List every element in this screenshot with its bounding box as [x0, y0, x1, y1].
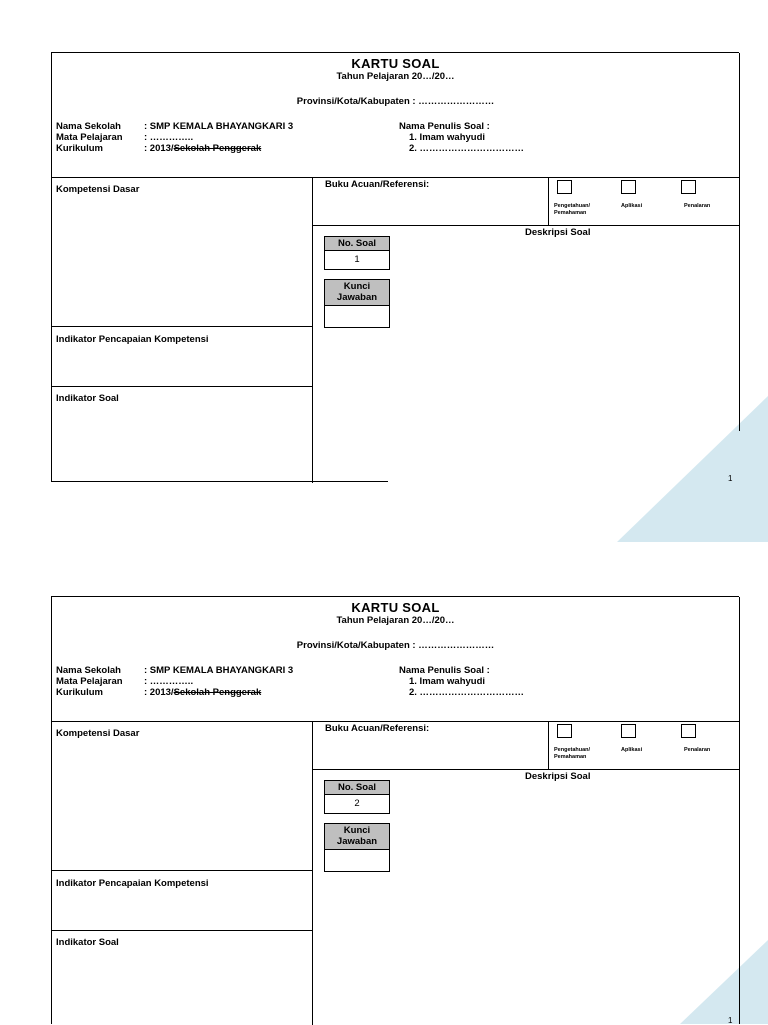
kd-label: Kompetensi Dasar: [56, 184, 140, 195]
province-line: Provinsi/Kota/Kabupaten : ……………………: [296, 96, 495, 107]
no-soal-value: 2: [354, 798, 360, 809]
divider: [52, 326, 312, 327]
curriculum-label: Kurikulum: [56, 687, 103, 698]
academic-year: Tahun Pelajaran 20…/20…: [336, 71, 455, 82]
divider: [312, 769, 740, 770]
reference-label: Buku Acuan/Referensi:: [325, 179, 430, 190]
level-label-penalaran: Penalaran: [684, 203, 711, 209]
school-value: : SMP KEMALA BHAYANGKARI 3: [144, 665, 294, 676]
reference-label: Buku Acuan/Referensi:: [325, 723, 430, 734]
divider: [312, 225, 740, 226]
subject-label: Mata Pelajaran: [56, 676, 123, 687]
school-value: : SMP KEMALA BHAYANGKARI 3: [144, 121, 294, 132]
level-label-pengetahuan: Pengetahuan/ Pemahaman: [554, 203, 591, 216]
no-soal-label: No. Soal: [325, 237, 389, 251]
curriculum-struck-value: Sekolah Penggerak: [173, 687, 262, 698]
curriculum-struck-value: Sekolah Penggerak: [173, 143, 262, 154]
question-card: [51, 52, 739, 482]
description-label: Deskripsi Soal: [525, 771, 591, 782]
divider: [52, 481, 388, 482]
card-title: KARTU SOAL: [351, 600, 440, 615]
card-right-border: [739, 597, 740, 1024]
divider: [52, 386, 312, 387]
level-checkbox-pengetahuan[interactable]: [557, 180, 572, 194]
school-info: [56, 665, 293, 698]
subject-value: : …………..: [144, 676, 194, 687]
description-label: Deskripsi Soal: [525, 227, 591, 238]
writer-1: 1. Imam wahyudi: [409, 676, 486, 687]
kunci-label: Kunci Jawaban: [325, 280, 389, 306]
kunci-box: [324, 279, 390, 328]
ipk-label: Indikator Pencapaian Kompetensi: [56, 334, 209, 345]
page-number: 1: [728, 1016, 733, 1025]
page-number: 1: [728, 474, 733, 483]
level-label-aplikasi: Aplikasi: [621, 203, 643, 209]
divider: [52, 177, 740, 178]
academic-year: Tahun Pelajaran 20…/20…: [336, 615, 455, 626]
writer-info: [399, 665, 524, 698]
divider: [312, 177, 313, 483]
subject-value: : …………..: [144, 132, 194, 143]
no-soal-value: 1: [354, 254, 360, 265]
divider: [52, 721, 740, 722]
school-label: Nama Sekolah: [56, 665, 121, 676]
curriculum-value: : 2013/: [144, 143, 174, 154]
school-info: [56, 121, 293, 154]
divider: [52, 930, 312, 931]
no-soal-box: [324, 780, 390, 814]
subject-label: Mata Pelajaran: [56, 132, 123, 143]
indikator-label: Indikator Soal: [56, 937, 119, 948]
level-label-penalaran: Penalaran: [684, 747, 711, 753]
writer-1: 1. Imam wahyudi: [409, 132, 486, 143]
card-right-border: [739, 53, 740, 431]
ipk-label: Indikator Pencapaian Kompetensi: [56, 878, 209, 889]
school-label: Nama Sekolah: [56, 121, 121, 132]
writer-label: Nama Penulis Soal :: [399, 665, 490, 676]
no-soal-box: [324, 236, 390, 270]
level-label-aplikasi: Aplikasi: [621, 747, 643, 753]
writer-2: 2. ……………………………: [409, 687, 525, 698]
writer-info: [399, 121, 524, 154]
level-checkbox-pengetahuan[interactable]: [557, 724, 572, 738]
level-label-pengetahuan: Pengetahuan/ Pemahaman: [554, 747, 591, 760]
province-line: Provinsi/Kota/Kabupaten : ……………………: [296, 640, 495, 651]
writer-label: Nama Penulis Soal :: [399, 121, 490, 132]
no-soal-label: No. Soal: [325, 781, 389, 795]
question-card: [51, 596, 739, 1024]
level-checkbox-aplikasi[interactable]: [621, 724, 636, 738]
curriculum-label: Kurikulum: [56, 143, 103, 154]
level-checkbox-aplikasi[interactable]: [621, 180, 636, 194]
curriculum-value: : 2013/: [144, 687, 174, 698]
divider: [548, 177, 549, 225]
writer-2: 2. ……………………………: [409, 143, 525, 154]
divider: [548, 721, 549, 769]
kd-label: Kompetensi Dasar: [56, 728, 140, 739]
level-checkbox-penalaran[interactable]: [681, 180, 696, 194]
divider: [312, 721, 313, 1025]
level-checkbox-penalaran[interactable]: [681, 724, 696, 738]
divider: [52, 870, 312, 871]
indikator-label: Indikator Soal: [56, 393, 119, 404]
card-title: KARTU SOAL: [351, 56, 440, 71]
kunci-label: Kunci Jawaban: [325, 824, 389, 850]
kunci-box: [324, 823, 390, 872]
